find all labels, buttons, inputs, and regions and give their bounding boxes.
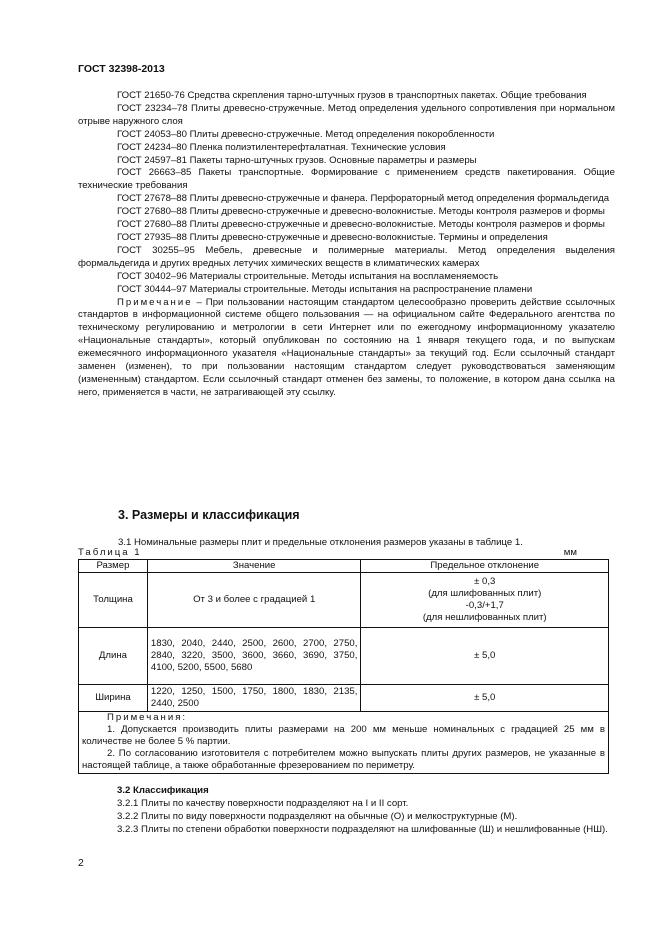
dimension-tolerance: ± 5,0 — [361, 628, 609, 685]
table-unit: мм — [563, 547, 577, 558]
reference-item: ГОСТ 21650-76 Средства скрепления тарно-штучных грузов в транспортных пакетах. Общие требования — [117, 90, 587, 101]
dimensions-table — [78, 559, 609, 774]
table-row — [79, 573, 609, 628]
dimension-value: 1830, 2040, 2440, 2500, 2600, 2700, 2750, 2840, 3220, 3500, 3600, 3660, 3690, 3750, 4100, 5200, 5500, 5680 — [147, 628, 361, 685]
notes-label: Примечания: — [107, 712, 188, 723]
tolerance-line: (для нешлифованных плит) — [422, 612, 547, 623]
reference-item: ГОСТ 24597–81 Пакеты тарно-штучных грузов. Основные параметры и размеры — [117, 154, 477, 166]
tolerance-line: -0,3/+1,7 — [465, 600, 504, 611]
reference-item: ГОСТ 30402–96 Материалы строительные. Методы испытания на воспламеняемость — [117, 270, 499, 282]
table-note: 1. Допускается производить плиты размерами на 200 мм меньше номинальных с градацией 25 мм в количестве не более 5 % партии. — [82, 724, 605, 747]
reference-item: ГОСТ 30255–95 Мебель, древесные и полимерные материалы. Метод определения выделения формальдегида и других вредных летучих химических веществ в климатических камерах — [78, 244, 615, 269]
table-row — [79, 685, 609, 712]
table-note: 2. По согласованию изготовителя с потребителем можно выпускать плиты других размеров, не указанные в настоящей таблице, а также обработанные фрезерованием по периметру. — [82, 748, 605, 771]
reference-item: ГОСТ 27680–88 Плиты древесно-стружечные и древесно-волокнистые. Методы контроля размеров и формы — [117, 219, 605, 231]
page-number: 2 — [78, 857, 84, 869]
tolerance-line: ± 0,3 — [474, 576, 496, 587]
reference-item: ГОСТ 30444–97 Материалы строительные. Методы испытания на распространение пламени — [117, 283, 533, 295]
reference-item: ГОСТ 27678–88 Плиты древесно-стружечные и фанера. Перфораторный метод определения формальдегида — [117, 193, 610, 205]
section-title: 3. Размеры и классификация — [118, 508, 300, 522]
classification-item: 3.2.1 Плиты по качеству поверхности подразделяют на I и II сорт. — [117, 797, 409, 809]
table-label: Таблица 1 — [78, 547, 142, 558]
classification-section — [78, 785, 615, 837]
subsection-title: 3.2 Классификация — [117, 785, 209, 796]
table-notes-row — [79, 712, 609, 774]
section-intro: 3.1 Номинальные размеры плит и предельные отклонения размеров указаны в таблице 1. — [118, 537, 523, 548]
note-text: – При пользовании настоящим стандартом целесообразно проверить действие ссылочных стандартов в информационной системе общего пользования — на официальном сайте Федерального агентства по техническому регулированию и метрологии в сети Интернет или по ежегодному информационному указателю «Национальные стандарты», который опубликован по состоянию на 1 января текущего года, и по выпускам ежемесячного информационного указателя «Национальные стандарты» за текущий год. Если ссылочный стандарт заменен (изменен), то при пользовании настоящим стандартом следует руководствоваться заменяющим (измененным) стандартом. Если ссылочный стандарт отменен без замены, то положение, в котором дана ссылка на него, применяется в части, не затрагивающей эту ссылку. — [78, 296, 615, 398]
reference-item: ГОСТ 23234–78 Плиты древесно-стружечные. Метод определения удельного сопротивления при нормальном отрыве наружного слоя — [78, 102, 615, 127]
tolerance-line: (для шлифованных плит) — [428, 588, 542, 599]
reference-item: ГОСТ 27680–88 Плиты древесно-стружечные и древесно-волокнистые. Методы контроля размеров и формы — [117, 206, 605, 218]
dimension-name: Длина — [79, 628, 148, 685]
table-header-cell: Размер — [79, 560, 148, 573]
dimension-tolerance: ± 5,0 — [361, 685, 609, 712]
reference-item: ГОСТ 24053–80 Плиты древесно-стружечные. Метод определения покоробленности — [117, 128, 495, 140]
table-notes — [79, 712, 609, 774]
classification-item: 3.2.2 Плиты по виду поверхности подразделяют на обычные (О) и мелкоструктурные (М). — [117, 810, 518, 822]
reference-item: ГОСТ 27935–88 Плиты древесно-стружечные и древесно-волокнистые. Термины и определения — [117, 231, 548, 243]
table-header-cell: Предельное отклонение — [361, 560, 609, 573]
classification-item: 3.2.3 Плиты по степени обработки поверхности подразделяют на шлифованные (Ш) и нешлифованные (НШ). — [117, 823, 608, 835]
table-header-row — [79, 560, 609, 573]
dimension-name: Ширина — [79, 685, 148, 712]
references-note — [78, 297, 615, 400]
table-caption — [78, 547, 615, 558]
document-code: ГОСТ 32398-2013 — [78, 63, 165, 75]
dimension-value: От 3 и более с градацией 1 — [147, 573, 361, 628]
note-label: Примечание — [117, 296, 193, 308]
reference-item: ГОСТ 24234–80 Пленка полиэтилентерефталатная. Технические условия — [117, 141, 446, 153]
normative-references — [78, 90, 615, 400]
reference-item: ГОСТ 26663–85 Пакеты транспортные. Формирование с применением средств пакетирования. Общие технические требования — [78, 167, 615, 192]
dimension-value: 1220, 1250, 1500, 1750, 1800, 1830, 2135, 2440, 2500 — [147, 685, 361, 712]
table-row — [79, 628, 609, 685]
dimension-name: Толщина — [79, 573, 148, 628]
table-header-cell: Значение — [147, 560, 361, 573]
dimension-tolerance — [361, 573, 609, 628]
